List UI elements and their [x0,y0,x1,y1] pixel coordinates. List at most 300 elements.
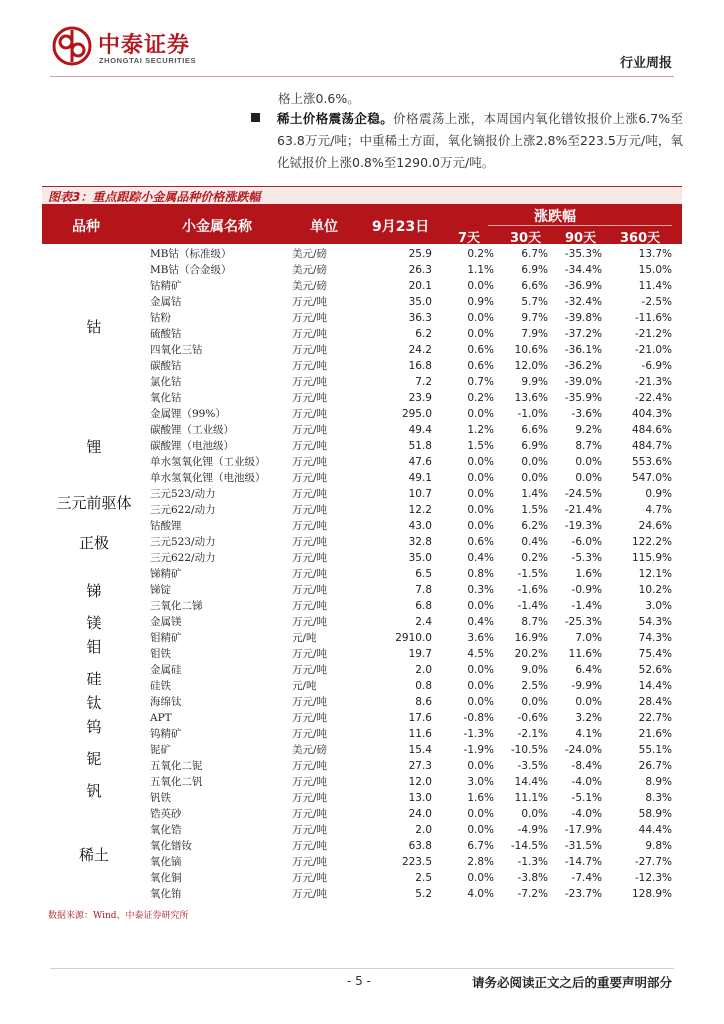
cell-price: 23.9 [408,392,432,404]
cell-name: 铌矿 [150,744,171,756]
cell-price: 12.2 [408,504,432,516]
cell-price: 35.0 [408,552,432,564]
cell-change-360d: 58.9% [638,808,672,820]
cell-change-30d: -3.8% [517,872,548,884]
cell-price: 35.0 [408,296,432,308]
cell-change-30d: 6.2% [521,520,548,532]
cell-change-30d: -1.3% [517,856,548,868]
cell-change-30d: -1.6% [517,584,548,596]
table-row [42,870,682,886]
disclaimer-note: 请务必阅读正文之后的重要声明部分 [471,975,672,990]
category-label: 三元前驱体 [56,494,132,512]
cell-change-7d: 0.0% [467,664,494,676]
cell-change-360d: 52.6% [638,664,672,676]
table-header [42,204,682,244]
cell-price: 295.0 [401,408,432,420]
cell-unit: 万元/吨 [292,392,328,404]
header-30d: 30天 [510,231,542,246]
cell-change-90d: -36.2% [564,360,602,372]
cell-change-7d: 1.6% [467,792,494,804]
cell-name: 金属硅 [150,664,182,676]
cell-unit: 元/吨 [292,632,317,644]
table-row [42,342,682,358]
cell-name: 金属镁 [150,616,182,628]
cell-unit: 万元/吨 [292,760,328,772]
cell-change-7d: 0.0% [467,472,494,484]
cell-change-360d: 404.3% [631,408,672,420]
cell-change-30d: -1.5% [517,568,548,580]
cell-change-90d: -35.9% [564,392,602,404]
cell-price: 17.6 [408,712,432,724]
cell-change-90d: -1.4% [571,600,602,612]
cell-change-360d: 44.4% [638,824,672,836]
cell-change-90d: -5.1% [571,792,602,804]
cell-unit: 万元/吨 [292,552,328,564]
cell-change-30d: 6.6% [521,280,548,292]
category-label: 钴 [86,318,102,336]
cell-change-360d: 10.2% [638,584,672,596]
cell-change-360d: 115.9% [631,552,672,564]
category-label: 锑 [86,582,102,600]
cell-name: 硫酸钴 [150,328,182,340]
cell-change-90d: -39.0% [564,376,602,388]
category-label: 钼 [86,638,102,656]
cell-change-360d: 4.7% [645,504,672,516]
cell-change-360d: 3.0% [645,600,672,612]
cell-change-7d: 0.0% [467,760,494,772]
cell-name: 三氧化二锑 [150,600,203,612]
cell-unit: 万元/吨 [292,824,328,836]
square-bullet-icon [251,113,260,122]
cell-unit: 美元/磅 [292,280,328,292]
cell-change-7d: 0.8% [467,568,494,580]
cell-price: 24.2 [408,344,432,356]
cell-change-90d: -24.5% [564,488,602,500]
cell-name: 海绵钛 [150,696,182,708]
cell-name: 五氧化二钒 [150,776,203,788]
cell-change-90d: 9.2% [575,424,602,436]
cell-unit: 万元/吨 [292,808,328,820]
cell-change-7d: -1.9% [463,744,494,756]
cell-change-7d: 0.0% [467,456,494,468]
cell-change-7d: 6.7% [467,840,494,852]
cell-change-90d: 0.0% [575,456,602,468]
cell-unit: 万元/吨 [292,472,328,484]
cell-change-90d: 7.0% [575,632,602,644]
cell-price: 7.8 [415,584,432,596]
cell-name: 钴酸锂 [150,520,182,532]
cell-unit: 万元/吨 [292,664,328,676]
cell-change-360d: -12.3% [634,872,672,884]
cell-change-90d: -19.3% [564,520,602,532]
category-label: 镁 [86,614,102,632]
cell-name: 氯化钴 [150,376,182,388]
cell-price: 25.9 [408,248,432,260]
cell-change-360d: 8.3% [645,792,672,804]
cell-name: 单水氢氧化锂（电池级） [150,472,266,484]
cell-change-360d: 28.4% [638,696,672,708]
cell-change-7d: 0.0% [467,312,494,324]
cell-unit: 万元/吨 [292,888,328,900]
cell-price: 15.4 [408,744,432,756]
cell-change-90d: 0.0% [575,472,602,484]
cell-name: 钨精矿 [150,728,182,740]
cell-change-90d: -36.1% [564,344,602,356]
category-label: 锂 [86,438,102,456]
cell-price: 47.6 [408,456,432,468]
cell-change-30d: -3.5% [517,760,548,772]
cell-price: 63.8 [408,840,432,852]
figure-title: 图表3：重点跟踪小金属品种价格涨跌幅 [48,190,261,204]
cell-change-7d: -1.3% [463,728,494,740]
bullet-body: 价格震荡上涨，本周国内氧化镨钕报价上涨6.7%至63.8万元/吨；中重稀土方面，氧化镝报价上涨2.8%至223.5万元/吨，氧化铽报价上涨0.8%至1290.0万元/吨。 [277,111,683,170]
cell-unit: 万元/吨 [292,568,328,580]
cell-change-360d: 8.9% [645,776,672,788]
cell-name: 碳酸钴 [150,360,182,372]
table-row [42,822,682,838]
cell-change-360d: 74.3% [638,632,672,644]
cell-change-360d: -21.3% [634,376,672,388]
cell-change-30d: 14.4% [514,776,548,788]
cell-price: 43.0 [408,520,432,532]
header-category: 品种 [72,219,100,235]
cell-change-30d: 6.9% [521,440,548,452]
cell-unit: 美元/磅 [292,744,328,756]
footer-divider [50,968,674,969]
cell-change-30d: 8.7% [521,616,548,628]
cell-change-90d: -21.4% [564,504,602,516]
cell-unit: 万元/吨 [292,616,328,628]
cell-price: 2.5 [415,872,432,884]
cell-unit: 万元/吨 [292,520,328,532]
category-label: 钛 [86,694,102,712]
category-label: 钨 [86,718,102,736]
cell-unit: 万元/吨 [292,376,328,388]
cell-unit: 万元/吨 [292,584,328,596]
header-divider [50,76,674,77]
cell-change-7d: 2.8% [467,856,494,868]
cell-unit: 美元/磅 [292,248,328,260]
cell-price: 6.5 [415,568,432,580]
cell-change-90d: -24.0% [564,744,602,756]
cell-change-30d: 0.4% [521,536,548,548]
category-label: 铌 [86,750,102,768]
cell-name: 氧化锆 [150,824,182,836]
cell-change-360d: 12.1% [638,568,672,580]
cell-change-30d: -1.4% [517,600,548,612]
cell-change-90d: -34.4% [564,264,602,276]
cell-unit: 万元/吨 [292,648,328,660]
cell-name: 钴精矿 [150,280,182,292]
cell-unit: 万元/吨 [292,504,328,516]
cell-change-7d: 0.3% [467,584,494,596]
cell-change-360d: 9.8% [645,840,672,852]
cell-change-30d: 9.9% [521,376,548,388]
paragraph-continuation: 格上涨0.6%。 [278,91,360,106]
cell-price: 49.4 [408,424,432,436]
cell-change-7d: 0.7% [467,376,494,388]
cell-change-7d: 0.4% [467,616,494,628]
cell-change-30d: 0.0% [521,696,548,708]
cell-name: 钒铁 [150,792,171,804]
cell-change-90d: -35.3% [564,248,602,260]
cell-unit: 万元/吨 [292,712,328,724]
cell-change-360d: 55.1% [638,744,672,756]
cell-change-360d: 547.0% [631,472,672,484]
cell-change-30d: 10.6% [514,344,548,356]
cell-change-7d: 0.6% [467,360,494,372]
cell-change-7d: 0.2% [467,248,494,260]
cell-change-360d: 484.7% [631,440,672,452]
cell-change-7d: 1.5% [467,440,494,452]
cell-unit: 万元/吨 [292,728,328,740]
table-row [42,886,682,902]
cell-unit: 万元/吨 [292,856,328,868]
cell-change-90d: -6.0% [571,536,602,548]
cell-change-360d: -22.4% [634,392,672,404]
header-date: 9月23日 [372,219,430,235]
zhongtai-logo [52,26,252,72]
cell-change-90d: 3.2% [575,712,602,724]
header-name: 小金属名称 [182,219,252,235]
cell-change-7d: 0.6% [467,536,494,548]
header-7d: 7天 [458,231,481,246]
cell-price: 26.3 [408,264,432,276]
cell-change-30d: 9.7% [521,312,548,324]
cell-change-30d: 1.4% [521,488,548,500]
cell-change-90d: -0.9% [571,584,602,596]
cell-change-7d: 4.5% [467,648,494,660]
cell-change-360d: 54.3% [638,616,672,628]
cell-name: 氧化铜 [150,872,182,884]
cell-price: 2910.0 [395,632,432,644]
cell-change-360d: 0.9% [645,488,672,500]
cell-change-7d: 3.0% [467,776,494,788]
cell-change-7d: 0.0% [467,488,494,500]
cell-unit: 万元/吨 [292,440,328,452]
cell-price: 6.8 [415,600,432,612]
table-row [42,470,682,486]
cell-price: 27.3 [408,760,432,772]
cell-change-90d: -4.0% [571,776,602,788]
cell-change-7d: 0.0% [467,504,494,516]
cell-change-360d: -2.5% [641,296,672,308]
cell-name: 碳酸锂（工业级） [150,424,234,436]
header-90d: 90天 [565,231,597,246]
cell-change-7d: 0.0% [467,280,494,292]
cell-change-90d: -17.9% [564,824,602,836]
cell-change-30d: 0.0% [521,456,548,468]
category-label: 正极 [78,534,109,552]
cell-price: 13.0 [408,792,432,804]
cell-change-30d: 2.5% [521,680,548,692]
cell-unit: 万元/吨 [292,488,328,500]
header-360d: 360天 [620,231,661,246]
cell-change-90d: 6.4% [575,664,602,676]
logo-chinese-text: 中泰证券 [98,33,191,58]
cell-price: 51.8 [408,440,432,452]
zhongtai-logo-icon [52,26,92,66]
cell-change-360d: -6.9% [641,360,672,372]
cell-name: 硅铁 [150,680,171,692]
table-row [42,262,682,278]
cell-change-30d: -14.5% [510,840,548,852]
cell-price: 223.5 [401,856,432,868]
cell-name: 氧化镝 [150,856,182,868]
cell-name: 锑锭 [150,584,171,596]
cell-price: 10.7 [408,488,432,500]
cell-change-7d: 0.6% [467,344,494,356]
table-row [42,806,682,822]
cell-change-90d: -8.4% [571,760,602,772]
cell-change-7d: 0.2% [467,392,494,404]
figure-title-bar [42,186,682,205]
cell-price: 8.6 [415,696,432,708]
cell-name: 三元523/动力 [150,488,216,500]
cell-change-30d: 9.0% [521,664,548,676]
cell-change-30d: 6.9% [521,264,548,276]
cell-change-30d: 20.2% [514,648,548,660]
cell-change-30d: 16.9% [514,632,548,644]
cell-change-30d: 6.7% [521,248,548,260]
cell-change-360d: 11.4% [638,280,672,292]
cell-change-30d: 0.0% [521,808,548,820]
cell-price: 24.0 [408,808,432,820]
cell-change-7d: 0.9% [467,296,494,308]
cell-price: 36.3 [408,312,432,324]
cell-change-360d: 128.9% [631,888,672,900]
cell-price: 32.8 [408,536,432,548]
cell-change-7d: 3.6% [467,632,494,644]
cell-change-360d: 484.6% [631,424,672,436]
cell-change-30d: -10.5% [510,744,548,756]
header-change: 涨跌幅 [534,209,576,225]
cell-change-7d: 0.0% [467,328,494,340]
cell-name: 钼铁 [150,648,171,660]
cell-change-360d: 13.7% [638,248,672,260]
header-divider-line [488,225,672,226]
cell-change-90d: 8.7% [575,440,602,452]
cell-unit: 万元/吨 [292,408,328,420]
cell-unit: 万元/吨 [292,696,328,708]
cell-change-360d: 24.6% [638,520,672,532]
cell-change-90d: -39.8% [564,312,602,324]
cell-change-7d: 0.0% [467,824,494,836]
cell-change-90d: -9.9% [571,680,602,692]
bullet-bold-lead: 稀土价格震荡企稳。 [277,111,394,126]
cell-change-7d: 1.2% [467,424,494,436]
cell-change-90d: -7.4% [571,872,602,884]
cell-unit: 元/吨 [292,680,317,692]
cell-name: MB钴（合金级） [150,264,232,276]
cell-name: MB钴（标准级） [150,248,232,260]
cell-name: 氧化铕 [150,888,182,900]
cell-change-7d: -0.8% [463,712,494,724]
table-row [42,246,682,262]
cell-change-90d: -5.3% [571,552,602,564]
cell-change-360d: 22.7% [638,712,672,724]
cell-change-360d: 122.2% [631,536,672,548]
cell-change-30d: 7.9% [521,328,548,340]
cell-price: 0.8 [415,680,432,692]
report-type-label: 行业周报 [619,56,672,71]
cell-price: 2.0 [415,664,432,676]
cell-name: APT [150,712,172,724]
cell-change-90d: -25.3% [564,616,602,628]
cell-unit: 万元/吨 [292,312,328,324]
cell-change-7d: 0.0% [467,680,494,692]
cell-change-90d: -4.0% [571,808,602,820]
cell-change-7d: 0.0% [467,872,494,884]
cell-price: 6.2 [415,328,432,340]
cell-change-360d: -11.6% [634,312,672,324]
cell-change-30d: -1.0% [517,408,548,420]
cell-change-30d: -2.1% [517,728,548,740]
cell-change-30d: 0.0% [521,472,548,484]
category-label: 硅 [86,670,102,688]
cell-change-90d: 1.6% [575,568,602,580]
bullet-text [277,108,683,174]
cell-name: 三元523/动力 [150,536,216,548]
cell-change-30d: 5.7% [521,296,548,308]
cell-price: 11.6 [408,728,432,740]
cell-unit: 万元/吨 [292,840,328,852]
cell-change-360d: 21.6% [638,728,672,740]
cell-name: 五氧化二铌 [150,760,203,772]
cell-change-30d: 12.0% [514,360,548,372]
cell-name: 三元622/动力 [150,552,216,564]
cell-name: 单水氢氧化锂（工业级） [150,456,266,468]
cell-change-30d: -7.2% [517,888,548,900]
cell-name: 钼精矿 [150,632,182,644]
table-row [42,294,682,310]
table-row [42,374,682,390]
cell-name: 钴粉 [150,312,171,324]
cell-change-30d: 1.5% [521,504,548,516]
cell-change-30d: -0.6% [517,712,548,724]
cell-unit: 万元/吨 [292,424,328,436]
cell-unit: 美元/磅 [292,264,328,276]
cell-price: 49.1 [408,472,432,484]
cell-unit: 万元/吨 [292,792,328,804]
data-source-note: 数据来源：Wind、中泰证券研究所 [48,911,189,921]
cell-unit: 万元/吨 [292,328,328,340]
cell-change-360d: 14.4% [638,680,672,692]
cell-change-7d: 0.0% [467,808,494,820]
cell-change-360d: 26.7% [638,760,672,772]
cell-change-7d: 0.0% [467,520,494,532]
cell-change-90d: 4.1% [575,728,602,740]
cell-change-360d: 75.4% [638,648,672,660]
cell-change-90d: -32.4% [564,296,602,308]
cell-change-90d: -31.5% [564,840,602,852]
cell-change-7d: 0.0% [467,600,494,612]
cell-change-360d: 15.0% [638,264,672,276]
cell-change-90d: -23.7% [564,888,602,900]
cell-change-30d: 6.6% [521,424,548,436]
table-row [42,358,682,374]
page-header [0,0,724,84]
cell-name: 三元622/动力 [150,504,216,516]
cell-change-30d: 11.1% [514,792,548,804]
cell-name: 氧化镨钕 [150,840,192,852]
cell-change-30d: 0.2% [521,552,548,564]
cell-change-7d: 1.1% [467,264,494,276]
cell-change-30d: -4.9% [517,824,548,836]
category-label: 钒 [86,782,102,800]
logo-english-text: ZHONGTAI SECURITIES [99,56,197,65]
cell-change-7d: 0.4% [467,552,494,564]
